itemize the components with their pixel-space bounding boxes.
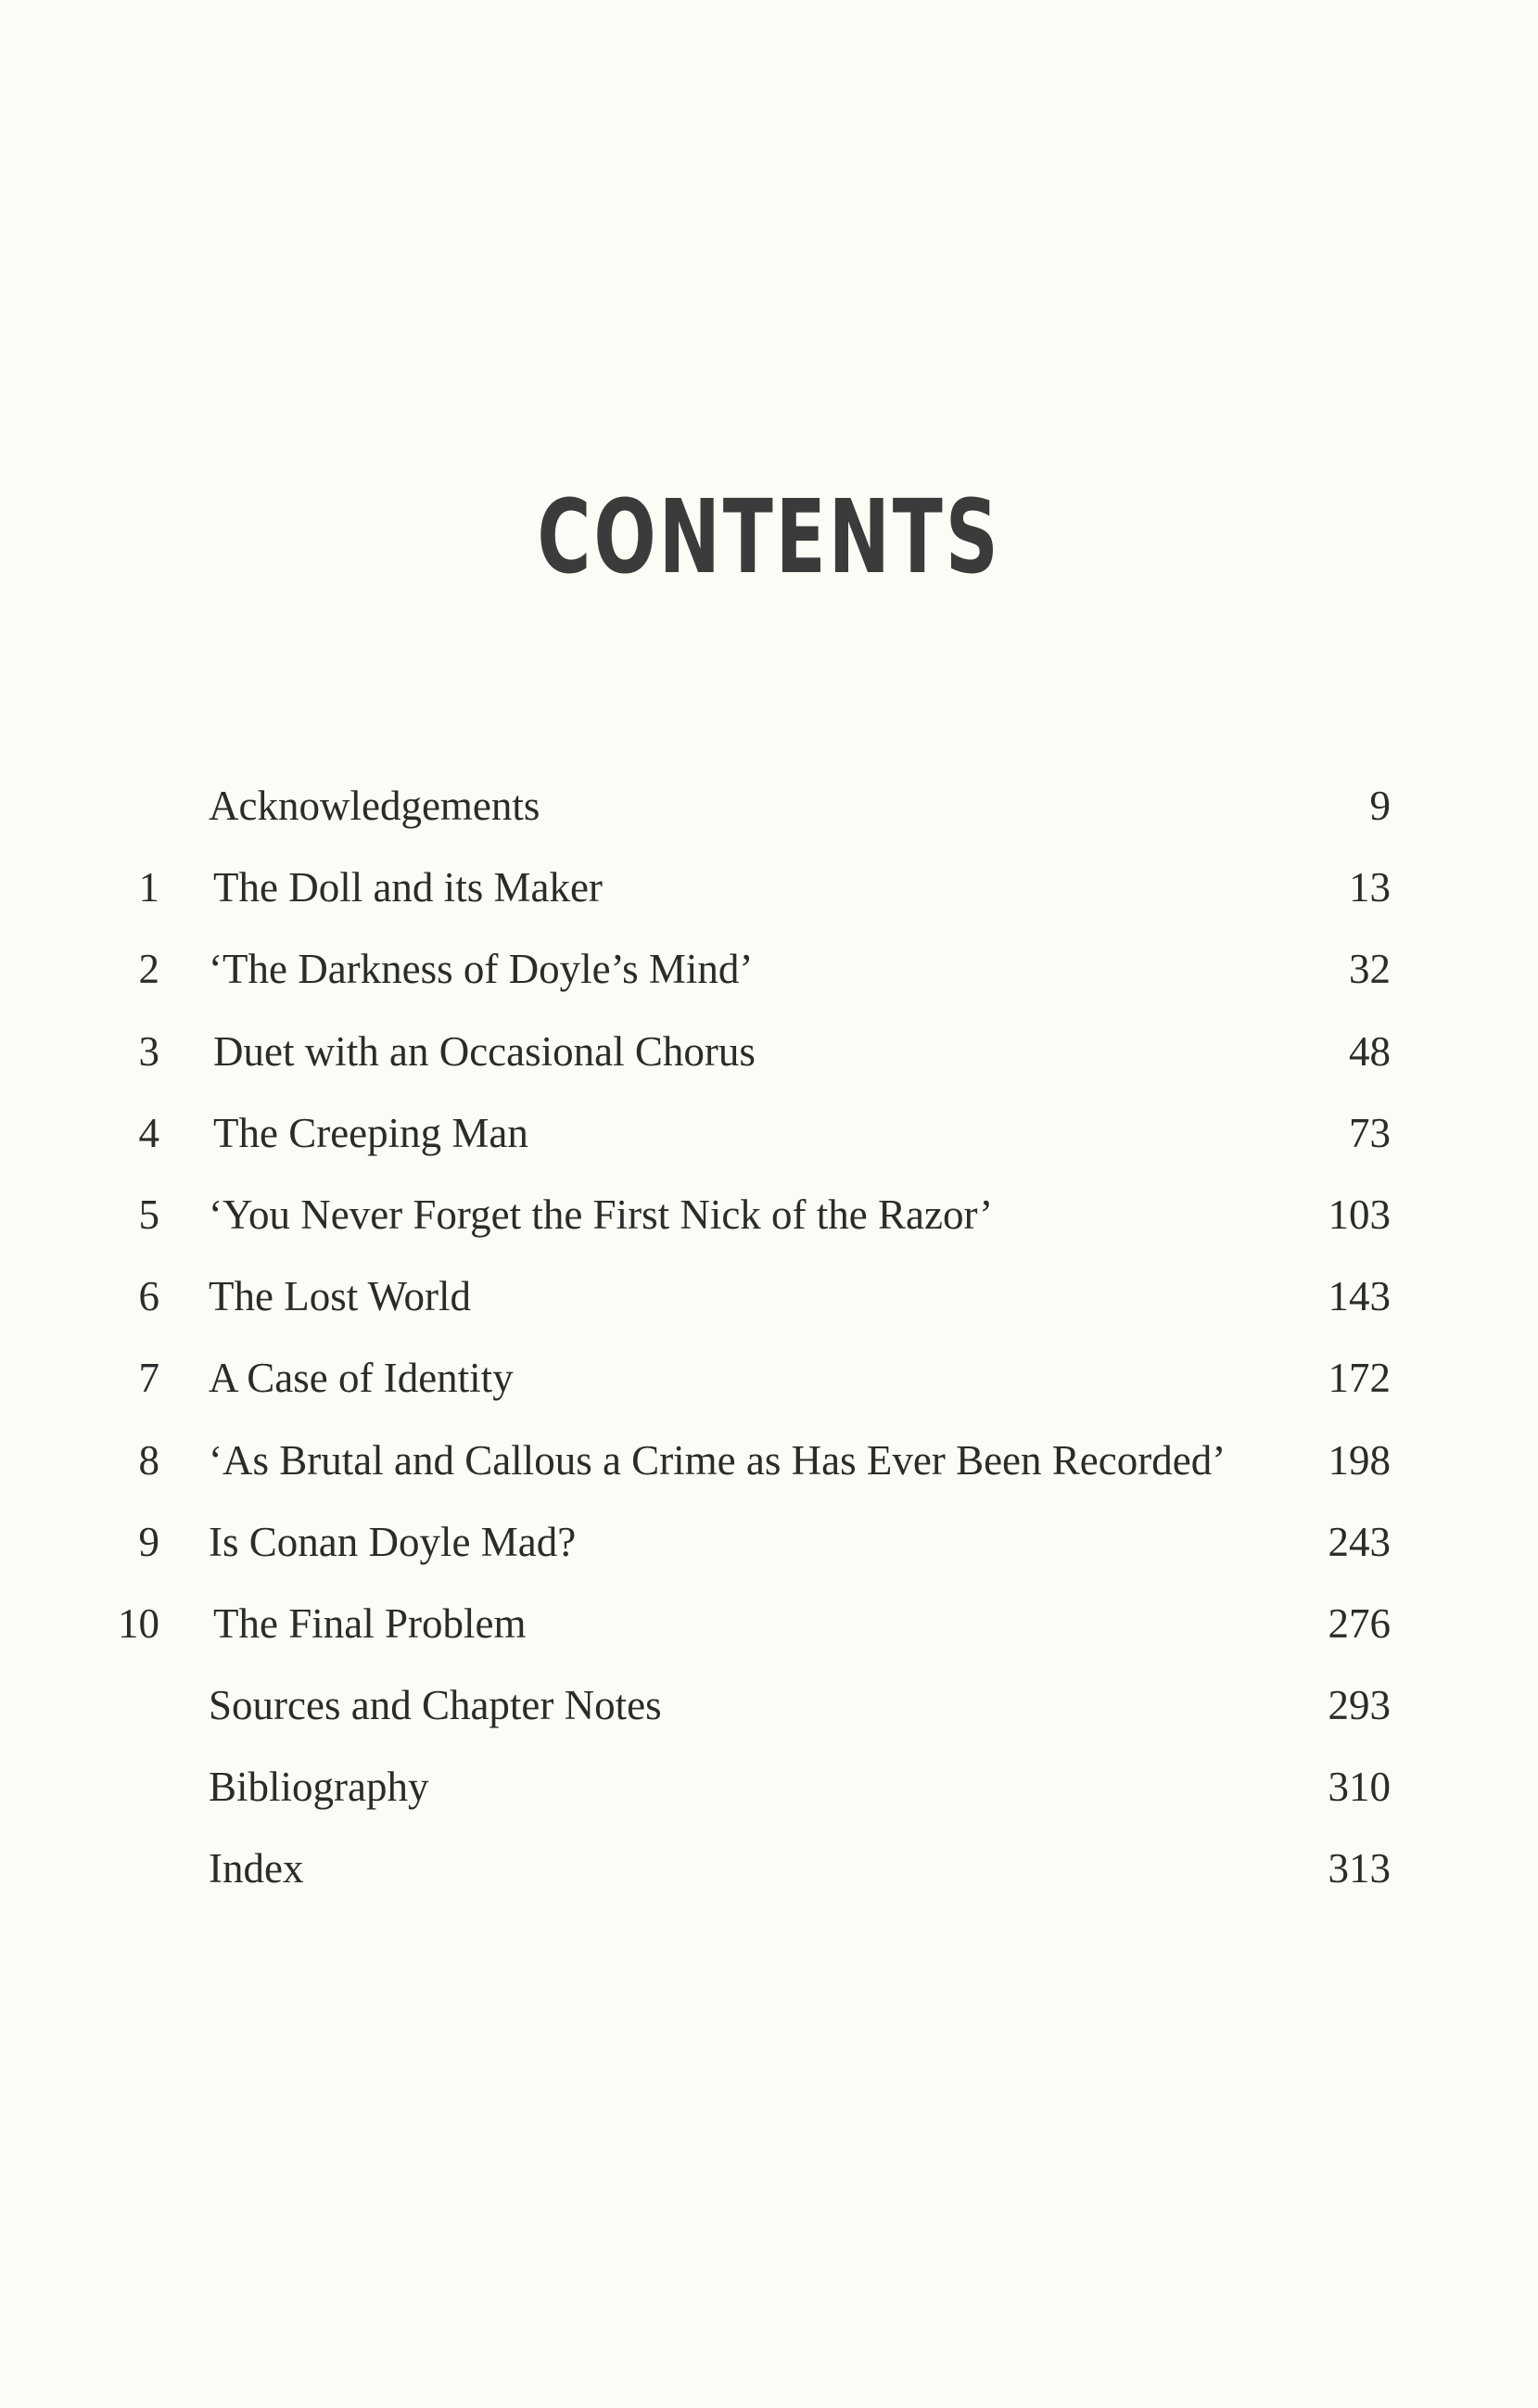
page-number: 172 xyxy=(1328,1355,1391,1402)
page-number: 103 xyxy=(1328,1191,1391,1238)
page-number: 293 xyxy=(1328,1682,1391,1729)
chapter-number: 5 xyxy=(138,1191,159,1238)
chapter-number: 10 xyxy=(118,1599,159,1647)
entry-title: Index xyxy=(209,1845,304,1892)
page-number: 32 xyxy=(1349,946,1391,993)
toc-entry-chapter-1 xyxy=(102,847,1391,928)
entry-title: ‘The Darkness of Doyle’s Mind’ xyxy=(209,946,754,993)
toc-entry-chapter-6 xyxy=(102,1255,1391,1337)
toc-entry-chapter-7 xyxy=(102,1337,1391,1419)
page-title: CONTENTS xyxy=(537,477,1001,596)
chapter-number: 3 xyxy=(138,1027,159,1075)
page-number: 313 xyxy=(1328,1845,1391,1892)
toc-entry-chapter-8 xyxy=(102,1420,1391,1501)
page-number: 143 xyxy=(1328,1273,1391,1320)
toc-entry-chapter-4 xyxy=(102,1092,1391,1174)
entry-title: Duet with an Occasional Chorus xyxy=(213,1027,756,1075)
page-number: 9 xyxy=(1369,783,1391,829)
entry-title: The Final Problem xyxy=(213,1599,527,1647)
page-number: 243 xyxy=(1328,1518,1391,1565)
entry-title: Acknowledgements xyxy=(209,783,540,829)
entry-title: The Doll and its Maker xyxy=(213,864,603,911)
entry-title: ‘You Never Forget the First Nick of the Razor’ xyxy=(209,1191,994,1238)
page-number: 310 xyxy=(1328,1764,1391,1811)
toc-entry-chapter-10 xyxy=(102,1583,1391,1664)
toc-entry-sources xyxy=(102,1664,1391,1746)
page-number: 48 xyxy=(1349,1027,1391,1075)
chapter-number: 9 xyxy=(138,1518,159,1565)
entry-title: The Lost World xyxy=(209,1273,472,1320)
entry-title: Is Conan Doyle Mad? xyxy=(209,1518,577,1565)
table-of-contents xyxy=(102,765,1391,1910)
entry-title: Sources and Chapter Notes xyxy=(209,1682,662,1729)
toc-entry-chapter-5 xyxy=(102,1174,1391,1255)
page-number: 198 xyxy=(1328,1436,1391,1484)
page-number: 276 xyxy=(1328,1599,1391,1647)
page-number: 13 xyxy=(1349,864,1391,911)
page-number: 73 xyxy=(1349,1109,1391,1156)
chapter-number: 2 xyxy=(138,946,159,993)
toc-entry-index xyxy=(102,1828,1391,1909)
chapter-number: 1 xyxy=(138,864,159,911)
chapter-number: 7 xyxy=(138,1355,159,1402)
toc-entry-acknowledgements xyxy=(102,765,1391,847)
toc-entry-chapter-2 xyxy=(102,928,1391,1010)
chapter-number: 8 xyxy=(138,1436,159,1484)
chapter-number: 6 xyxy=(138,1273,159,1320)
entry-title: ‘As Brutal and Callous a Crime as Has Ever Been Recorded’ xyxy=(209,1436,1227,1484)
toc-entry-bibliography xyxy=(102,1746,1391,1828)
toc-entry-chapter-9 xyxy=(102,1501,1391,1583)
entry-title: The Creeping Man xyxy=(213,1109,528,1156)
entry-title: Bibliography xyxy=(209,1764,429,1811)
chapter-number: 4 xyxy=(138,1109,159,1156)
toc-entry-chapter-3 xyxy=(102,1011,1391,1092)
entry-title: A Case of Identity xyxy=(209,1355,514,1402)
